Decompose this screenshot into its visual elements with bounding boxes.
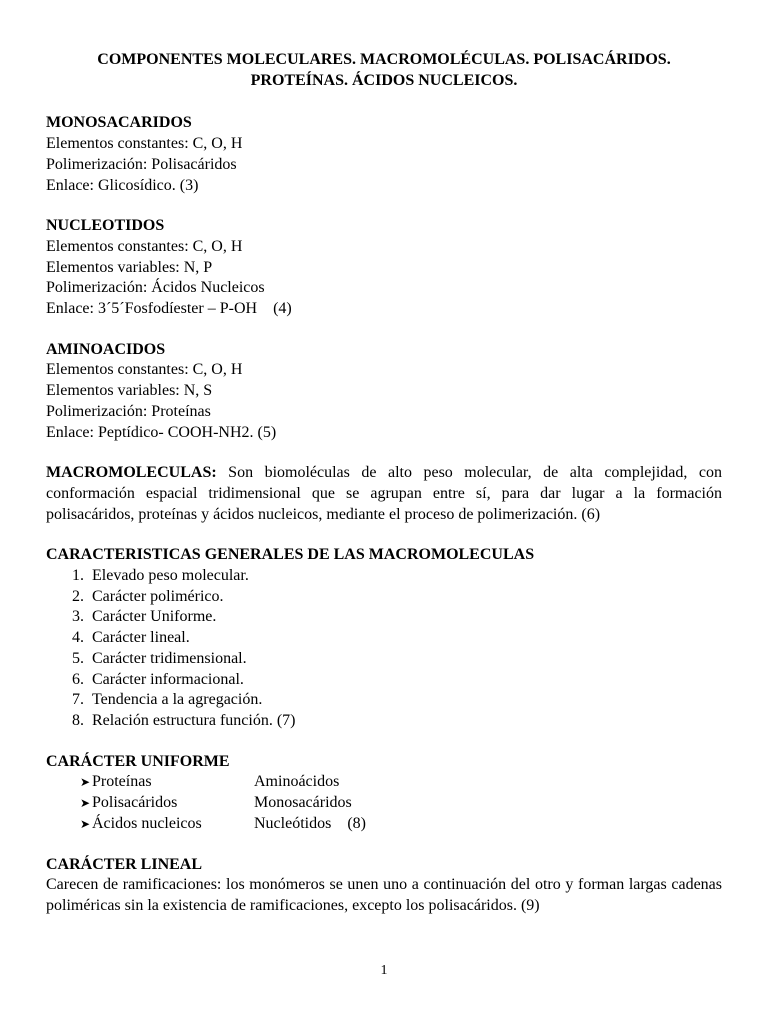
page-content (46, 50, 722, 917)
heading-nucleotidos: NUCLEOTIDOS (46, 217, 165, 235)
list-item-number: 7. (72, 691, 84, 709)
list-item (46, 566, 722, 587)
uniforme-right: Monosacáridos (254, 794, 352, 812)
list-item-text: Carácter lineal. (92, 629, 190, 647)
monosacaridos-line: Polimerización: Polisacáridos (46, 155, 237, 173)
list-item-text: Elevado peso molecular. (92, 567, 249, 585)
section-aminoacidos (46, 340, 722, 444)
list-item (46, 814, 722, 835)
nucleotidos-line: Enlace: 3´5´Fosfodíester – P-OH (4) (46, 300, 292, 318)
nucleotidos-line: Elementos variables: N, P (46, 258, 213, 276)
title-line-2: PROTEÍNAS. ÁCIDOS NUCLEICOS. (250, 71, 518, 89)
uniforme-right: Nucleótidos (8) (254, 814, 366, 832)
list-item (46, 670, 722, 691)
section-caracter-lineal (46, 855, 722, 917)
aminoacidos-line: Elementos variables: N, S (46, 382, 213, 400)
macromoleculas-lead: MACROMOLECULAS: (46, 464, 217, 482)
heading-caracteristicas: CARACTERISTICAS GENERALES DE LAS MACROMOLECULAS (46, 546, 535, 564)
section-monosacaridos (46, 113, 722, 196)
nucleotidos-line: Polimerización: Ácidos Nucleicos (46, 279, 265, 297)
page-number: 1 (380, 963, 388, 978)
list-item-text: Carácter polimérico. (92, 587, 224, 605)
list-item (46, 772, 722, 793)
uniforme-left: Ácidos nucleicos (92, 814, 202, 832)
uniforme-left: Polisacáridos (92, 794, 178, 812)
heading-aminoacidos: AMINOACIDOS (46, 340, 166, 358)
macromoleculas-paragraph (46, 463, 722, 525)
list-item (46, 793, 722, 814)
title-line-1: COMPONENTES MOLECULARES. MACROMOLÉCULAS. POLISACÁRIDOS. (97, 51, 671, 68)
aminoacidos-line: Elementos constantes: C, O, H (46, 361, 243, 379)
aminoacidos-line: Enlace: Peptídico- COOH-NH2. (5) (46, 423, 277, 441)
uniforme-right: Aminoácidos (254, 773, 340, 791)
heading-monosacaridos: MONOSACARIDOS (46, 114, 192, 132)
list-item-number: 5. (72, 649, 84, 667)
list-item-number: 3. (72, 608, 84, 626)
list-item-number: 8. (72, 711, 84, 729)
list-item (46, 649, 722, 670)
uniforme-left: Proteínas (92, 773, 152, 791)
arrow-bullet-icon: ➤ (80, 816, 91, 831)
arrow-bullet-icon: ➤ (80, 775, 91, 790)
caracteristicas-list (46, 566, 722, 732)
section-macromoleculas (46, 463, 722, 525)
list-item (46, 628, 722, 649)
heading-caracter-lineal: CARÁCTER LINEAL (46, 855, 203, 873)
list-item (46, 690, 722, 711)
nucleotidos-line: Elementos constantes: C, O, H (46, 237, 243, 255)
lineal-paragraph: Carecen de ramificaciones: los monómeros se unen uno a continuación del otro y forman largas cadenas poliméricas sin la existencia de ramificaciones, excepto los polisacáridos. (9) (46, 876, 722, 914)
document-title (46, 50, 722, 91)
list-item (46, 711, 722, 732)
section-caracter-uniforme (46, 752, 722, 835)
list-item-number: 2. (72, 587, 84, 605)
list-item-text: Carácter tridimensional. (92, 649, 247, 667)
list-item-number: 1. (72, 567, 84, 585)
heading-caracter-uniforme: CARÁCTER UNIFORME (46, 752, 230, 770)
list-item (46, 587, 722, 608)
aminoacidos-line: Polimerización: Proteínas (46, 402, 211, 420)
list-item-text: Carácter informacional. (92, 670, 244, 688)
list-item-number: 4. (72, 629, 84, 647)
list-item-text: Tendencia a la agregación. (92, 691, 263, 709)
arrow-bullet-icon: ➤ (80, 796, 91, 811)
macromoleculas-text: Son biomoléculas de alto peso molecular, de alta complejidad, con conformación espacial tridimensional que se agrupan entre sí, para dar lugar a la formación polisacáridos, proteínas y ácidos nucleicos, mediante el proceso de polimerización. (6) (46, 464, 722, 523)
section-caracteristicas (46, 545, 722, 731)
monosacaridos-line: Enlace: Glicosídico. (3) (46, 176, 199, 194)
list-item-text: Carácter Uniforme. (92, 608, 217, 626)
list-item-text: Relación estructura función. (7) (92, 711, 296, 729)
list-item (46, 607, 722, 628)
uniforme-list (46, 772, 722, 834)
section-nucleotidos (46, 216, 722, 320)
monosacaridos-line: Elementos constantes: C, O, H (46, 135, 243, 153)
list-item-number: 6. (72, 670, 84, 688)
